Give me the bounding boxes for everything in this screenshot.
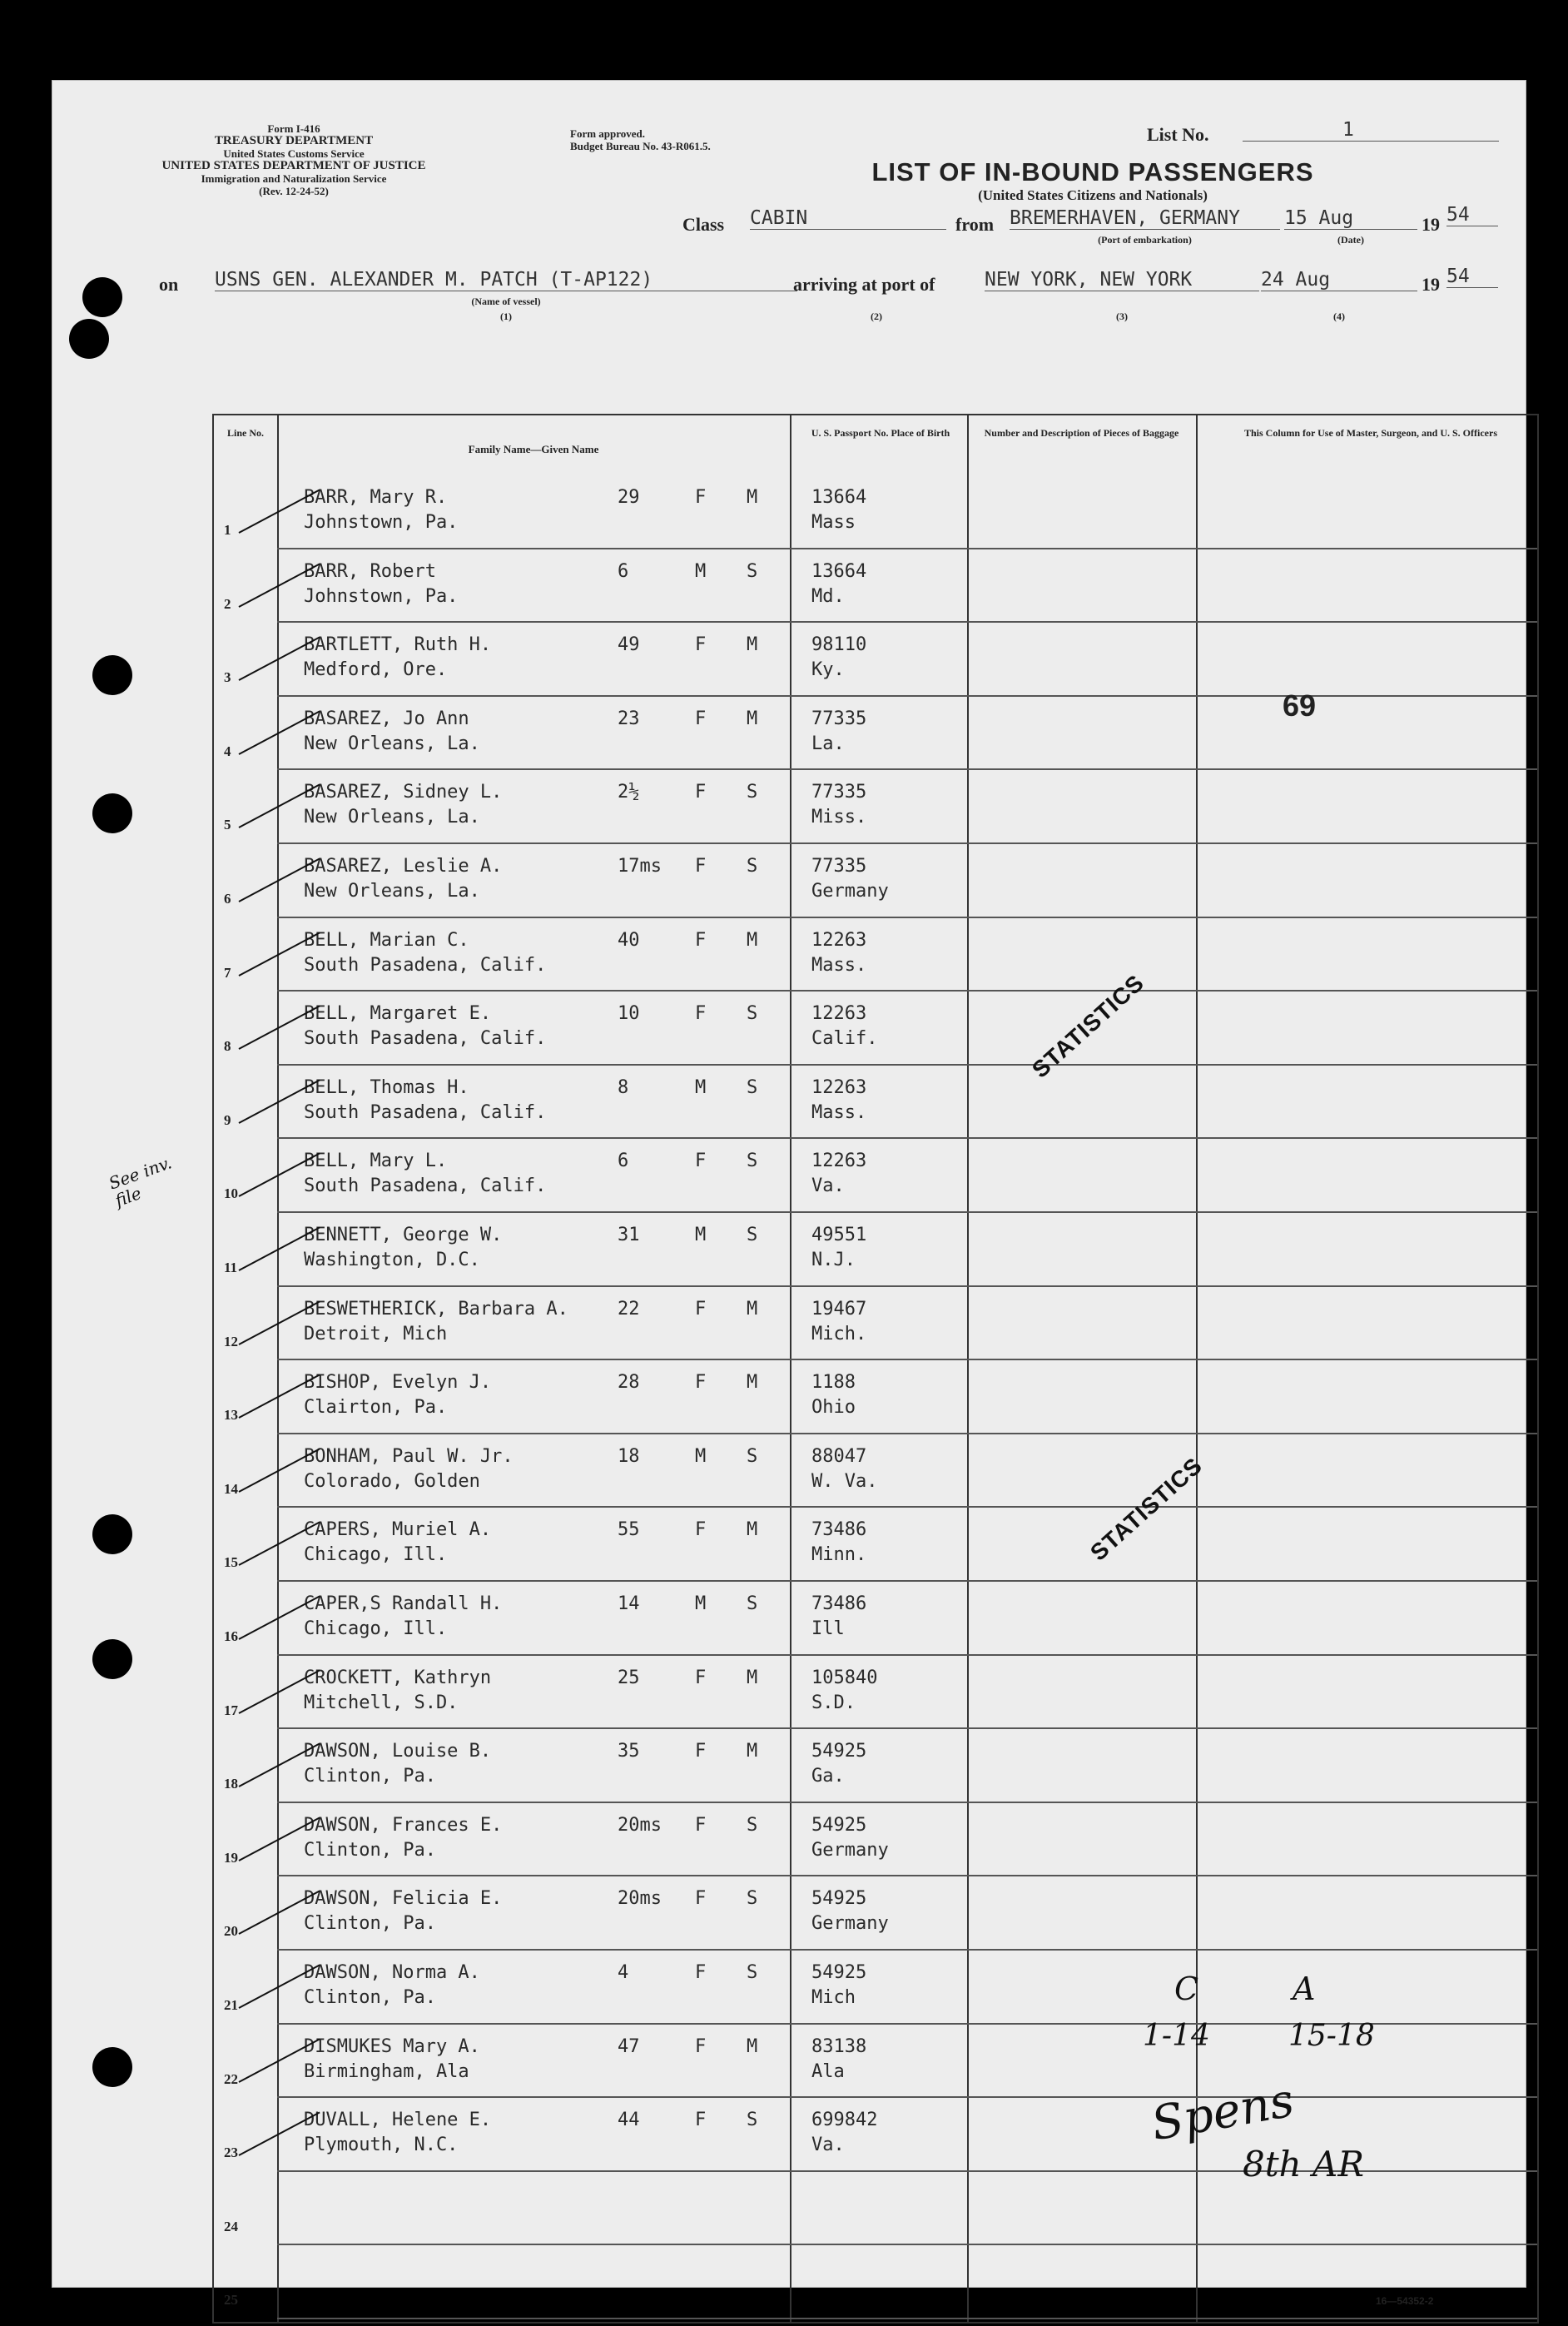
passenger-residence: Clinton, Pa. — [304, 1839, 436, 1861]
passenger-age: 6 — [618, 560, 629, 582]
passenger-age: 20ms — [618, 1888, 662, 1910]
passport-number: 54925 — [811, 1814, 867, 1836]
passenger-name: BARR, Mary R. — [304, 487, 448, 508]
place-of-birth: Germany — [811, 1839, 889, 1861]
passenger-sex: F — [695, 1814, 707, 1836]
passenger-residence: New Orleans, La. — [304, 881, 480, 902]
passenger-marital-status: S — [747, 1445, 758, 1467]
line-number: 1 — [224, 522, 231, 538]
handwritten-69: 69 — [1283, 688, 1317, 723]
table-row — [214, 768, 1537, 842]
handwritten-range-2: 15-18 — [1288, 2019, 1375, 2053]
passenger-age: 23 — [618, 708, 640, 729]
line-number: 3 — [224, 669, 231, 686]
passport-number: 49551 — [811, 1225, 867, 1245]
passenger-age: 2½ — [618, 782, 640, 803]
passenger-name: DAWSON, Frances E. — [304, 1814, 503, 1836]
place-of-birth: Va. — [811, 2135, 845, 2156]
place-of-birth: W. Va. — [811, 1470, 878, 1492]
line-number: 17 — [224, 1702, 238, 1718]
passenger-sex: M — [695, 560, 707, 582]
passenger-name: CAPER,S Randall H. — [304, 1593, 503, 1614]
col-header-name: Family Name—Given Name — [468, 443, 599, 455]
passenger-residence: Chicago, Ill. — [304, 1618, 448, 1639]
ins-label: Immigration and Naturalization Service — [201, 172, 387, 185]
passenger-residence: Birmingham, Ala — [304, 2060, 469, 2082]
passenger-age: 49 — [618, 634, 640, 656]
table-row — [214, 990, 1537, 1064]
passenger-sex: F — [695, 2110, 707, 2131]
table-row — [214, 1359, 1537, 1433]
passenger-age: 55 — [618, 1519, 640, 1541]
place-of-birth: Mich. — [811, 1323, 867, 1344]
passenger-name: BONHAM, Paul W. Jr. — [304, 1445, 514, 1467]
passenger-sex: F — [695, 929, 707, 951]
punch-hole — [69, 319, 109, 359]
punch-hole — [92, 1514, 132, 1554]
punch-hole — [92, 2047, 132, 2087]
place-of-birth: Ill — [811, 1618, 845, 1639]
passenger-marital-status: M — [747, 1298, 758, 1320]
passenger-name: BESWETHERICK, Barbara A. — [304, 1298, 568, 1320]
passport-number: 98110 — [811, 634, 867, 656]
passenger-marital-status: M — [747, 2035, 758, 2057]
passenger-name: BELL, Margaret E. — [304, 1003, 492, 1025]
approved-label: Form approved. — [570, 127, 646, 140]
line-number: 12 — [224, 1333, 238, 1349]
table-row — [214, 1137, 1537, 1211]
line-number: 14 — [224, 1480, 238, 1497]
table-row — [214, 695, 1537, 769]
passenger-sex: M — [695, 1593, 707, 1614]
passport-number: 699842 — [811, 2110, 878, 2131]
from-value: BREMERHAVEN, GERMANY — [1010, 207, 1280, 230]
passenger-residence: Mitchell, S.D. — [304, 1692, 459, 1713]
handwritten-a: A — [1293, 1971, 1316, 2007]
handwritten-range-1: 1-14 — [1143, 2019, 1210, 2053]
passenger-residence: South Pasadena, Calif. — [304, 1101, 547, 1123]
passenger-age: 40 — [618, 929, 640, 951]
passenger-sex: F — [695, 2035, 707, 2057]
page-subtitle: (United States Citizens and Nationals) — [978, 187, 1208, 203]
passenger-name: BENNETT, George W. — [304, 1225, 503, 1245]
line-number: 8 — [224, 1038, 231, 1055]
passenger-age: 28 — [618, 1372, 640, 1394]
passenger-sex: F — [695, 634, 707, 656]
passenger-marital-status: S — [747, 1962, 758, 1983]
table-row — [214, 621, 1537, 695]
passenger-name: BELL, Mary L. — [304, 1151, 448, 1172]
punch-hole — [92, 793, 132, 833]
passport-number: 13664 — [811, 560, 867, 582]
passenger-residence: Colorado, Golden — [304, 1470, 480, 1492]
table-row — [214, 917, 1537, 991]
passenger-name: CAPERS, Muriel A. — [304, 1519, 492, 1541]
place-of-birth: Calif. — [811, 1028, 878, 1050]
passenger-age: 47 — [618, 2035, 640, 2057]
line-number: 2 — [224, 595, 231, 612]
arrival-port: NEW YORK, NEW YORK — [985, 269, 1259, 291]
embark-caption: (Port of embarkation) — [1098, 234, 1192, 246]
passenger-age: 6 — [618, 1151, 629, 1172]
passenger-sex: F — [695, 1888, 707, 1910]
table-row — [214, 1580, 1537, 1654]
passenger-age: 25 — [618, 1667, 640, 1688]
passenger-marital-status: S — [747, 1888, 758, 1910]
form-number: Form I-416 — [267, 122, 320, 135]
place-of-birth: S.D. — [811, 1692, 856, 1713]
passenger-residence: South Pasadena, Calif. — [304, 1175, 547, 1197]
from-label: from — [955, 214, 995, 235]
passenger-age: 17ms — [618, 856, 662, 877]
passenger-sex: F — [695, 1519, 707, 1541]
passport-number: 12263 — [811, 1003, 867, 1025]
passenger-name: BARR, Robert — [304, 560, 436, 582]
place-of-birth: Germany — [811, 881, 889, 902]
table-row — [214, 548, 1537, 622]
list-no-value: 1 — [1342, 119, 1354, 141]
passenger-name: DAWSON, Norma A. — [304, 1962, 480, 1983]
vessel-caption: (Name of vessel) — [471, 296, 541, 307]
line-number: 13 — [224, 1407, 238, 1424]
arrival-year: 54 — [1446, 266, 1498, 288]
passenger-marital-status: M — [747, 1519, 758, 1541]
passport-number: 73486 — [811, 1593, 867, 1614]
table-row — [214, 474, 1537, 548]
passport-number: 77335 — [811, 708, 867, 729]
passenger-age: 20ms — [618, 1814, 662, 1836]
handwritten-signature: Spens — [1147, 2073, 1298, 2152]
passenger-residence: Clinton, Pa. — [304, 1913, 436, 1935]
passenger-name: DUVALL, Helene E. — [304, 2110, 492, 2131]
passenger-name: BARTLETT, Ruth H. — [304, 634, 492, 656]
passenger-name: BASAREZ, Leslie A. — [304, 856, 503, 877]
col-4-number: (4) — [1333, 311, 1345, 322]
passenger-list-form — [52, 80, 1526, 2309]
passport-number: 88047 — [811, 1445, 867, 1467]
line-number: 23 — [224, 2145, 238, 2161]
page-title: LIST OF IN-BOUND PASSENGERS — [871, 157, 1314, 186]
table-row — [214, 2244, 1537, 2318]
passport-number: 12263 — [811, 1151, 867, 1172]
col-header-baggage: Number and Description of Pieces of Baggage — [984, 427, 1179, 439]
passenger-residence: Clinton, Pa. — [304, 1766, 436, 1787]
passport-number: 77335 — [811, 782, 867, 803]
passport-number: 13664 — [811, 487, 867, 508]
passenger-name: DAWSON, Louise B. — [304, 1741, 492, 1762]
table-row — [214, 1875, 1537, 1949]
list-no-label: List No. — [1147, 124, 1209, 145]
passenger-marital-status: S — [747, 1151, 758, 1172]
passenger-marital-status: M — [747, 708, 758, 729]
passport-number: 54925 — [811, 1741, 867, 1762]
passport-number: 19467 — [811, 1298, 867, 1320]
table-row — [214, 1285, 1537, 1359]
place-of-birth: Minn. — [811, 1544, 867, 1566]
line-number: 11 — [224, 1260, 238, 1275]
passenger-age: 31 — [618, 1225, 640, 1245]
class-label: Class — [682, 214, 725, 235]
passenger-marital-status: M — [747, 1741, 758, 1762]
passenger-marital-status: M — [747, 929, 758, 951]
passenger-name: BELL, Thomas H. — [304, 1076, 469, 1098]
place-of-birth: Germany — [811, 1913, 889, 1935]
passenger-age: 22 — [618, 1298, 640, 1320]
passport-number: 12263 — [811, 929, 867, 951]
passenger-sex: F — [695, 856, 707, 877]
passenger-residence: Clinton, Pa. — [304, 1987, 436, 2008]
passenger-name: DISMUKES Mary A. — [304, 2035, 480, 2057]
passenger-name: BASAREZ, Jo Ann — [304, 708, 469, 729]
place-of-birth: La. — [811, 733, 845, 754]
passenger-residence: South Pasadena, Calif. — [304, 1028, 547, 1050]
place-of-birth: Ga. — [811, 1766, 845, 1787]
budget-label: Budget Bureau No. 43-R061.5. — [570, 140, 711, 152]
line-number: 9 — [224, 1111, 231, 1128]
line-number: 16 — [224, 1628, 238, 1644]
passenger-age: 18 — [618, 1445, 640, 1467]
passenger-residence: Chicago, Ill. — [304, 1544, 448, 1566]
place-of-birth: Mass — [811, 512, 856, 533]
col-header-passport: U. S. Passport No. Place of Birth — [811, 427, 950, 439]
table-row — [214, 1727, 1537, 1802]
passenger-residence: Medford, Ore. — [304, 659, 448, 681]
year-prefix-2: 19 — [1422, 274, 1440, 295]
passenger-residence: Washington, D.C. — [304, 1250, 480, 1270]
date-caption: (Date) — [1337, 234, 1364, 246]
passenger-marital-status: S — [747, 560, 758, 582]
col-1-number: (1) — [500, 311, 512, 322]
passenger-sex: M — [695, 1076, 707, 1098]
passenger-sex: F — [695, 1003, 707, 1025]
passenger-marital-status: S — [747, 856, 758, 877]
place-of-birth: Mich — [811, 1987, 856, 2008]
line-number: 6 — [224, 891, 231, 907]
punch-hole — [92, 1639, 132, 1679]
passenger-marital-status: M — [747, 1372, 758, 1394]
col-header-line: Line No. — [226, 427, 264, 439]
place-of-birth: Miss. — [811, 807, 867, 828]
place-of-birth: Ky. — [811, 659, 845, 681]
passenger-residence: South Pasadena, Calif. — [304, 954, 547, 976]
line-number: 19 — [224, 1849, 238, 1866]
passenger-marital-status: S — [747, 1593, 758, 1614]
line-number: 15 — [224, 1554, 238, 1571]
place-of-birth: Va. — [811, 1175, 845, 1197]
place-of-birth: N.J. — [811, 1250, 856, 1270]
line-number: 22 — [224, 2070, 238, 2087]
passenger-marital-status: M — [747, 1667, 758, 1688]
passenger-residence: Plymouth, N.C. — [304, 2135, 459, 2156]
passenger-residence: Johnstown, Pa. — [304, 585, 459, 607]
passenger-age: 44 — [618, 2110, 640, 2131]
place-of-birth: Md. — [811, 585, 845, 607]
line-number: 5 — [224, 817, 231, 833]
passenger-sex: F — [695, 1298, 707, 1320]
line-number: 20 — [224, 1923, 238, 1940]
line-number: 10 — [224, 1185, 238, 1202]
line-number: 7 — [224, 964, 231, 981]
passenger-residence: New Orleans, La. — [304, 733, 480, 754]
passenger-residence: Johnstown, Pa. — [304, 512, 459, 533]
passenger-marital-status: S — [747, 1225, 758, 1245]
table-row — [214, 1433, 1537, 1507]
passenger-sex: M — [695, 1225, 707, 1245]
passenger-sex: F — [695, 1962, 707, 1983]
col-header-officers: This Column for Use of Master, Surgeon, and U. S. Officers — [1243, 427, 1497, 439]
passenger-age: 29 — [618, 487, 640, 508]
passenger-marital-status: M — [747, 487, 758, 508]
arriving-label: arriving at port of — [793, 274, 935, 295]
passenger-name: BELL, Marian C. — [304, 929, 469, 951]
place-of-birth: Mass. — [811, 1101, 867, 1123]
passenger-sex: F — [695, 1667, 707, 1688]
passenger-age: 10 — [618, 1003, 640, 1025]
passport-number: 12263 — [811, 1076, 867, 1098]
place-of-birth: Ala — [811, 2060, 845, 2082]
customs-label: United States Customs Service — [223, 147, 365, 160]
table-row — [214, 1654, 1537, 1728]
passport-number: 77335 — [811, 856, 867, 877]
passenger-name: CROCKETT, Kathryn — [304, 1667, 492, 1688]
treasury-label: TREASURY DEPARTMENT — [214, 134, 374, 147]
handwritten-initials: 8th AR — [1243, 2144, 1364, 2184]
table-row — [214, 1949, 1537, 2023]
passenger-sex: F — [695, 782, 707, 803]
vessel-name: USNS GEN. ALEXANDER M. PATCH (T-AP122) — [215, 269, 797, 291]
statistics-stamp: STATISTICS — [1085, 1452, 1208, 1566]
departure-year: 54 — [1446, 204, 1498, 226]
passenger-name: BISHOP, Evelyn J. — [304, 1372, 492, 1394]
passenger-age: 4 — [618, 1962, 629, 1983]
punch-hole — [92, 655, 132, 695]
handwritten-c: C — [1174, 1971, 1199, 2007]
justice-label: UNITED STATES DEPARTMENT OF JUSTICE — [161, 159, 426, 172]
passenger-name: DAWSON, Felicia E. — [304, 1888, 503, 1910]
passenger-sex: M — [695, 1445, 707, 1467]
table-row — [214, 1211, 1537, 1285]
passenger-age: 35 — [618, 1741, 640, 1762]
passenger-sex: F — [695, 1372, 707, 1394]
line-number: 24 — [224, 2218, 238, 2234]
on-label: on — [159, 274, 179, 295]
passport-number: 105840 — [811, 1667, 878, 1688]
col-3-number: (3) — [1116, 311, 1128, 322]
line-number: 4 — [224, 743, 231, 759]
passenger-marital-status: S — [747, 1814, 758, 1836]
passenger-marital-status: S — [747, 1003, 758, 1025]
passenger-residence: Clairton, Pa. — [304, 1397, 448, 1419]
passenger-age: 14 — [618, 1593, 640, 1614]
passenger-name: BASAREZ, Sidney L. — [304, 782, 503, 803]
passport-number: 83138 — [811, 2035, 867, 2057]
passport-number: 54925 — [811, 1962, 867, 1983]
year-prefix: 19 — [1422, 214, 1440, 235]
margin-note: See inv. file — [106, 1152, 175, 1211]
arrival-date: 24 Aug — [1261, 269, 1417, 291]
passenger-sex: F — [695, 1151, 707, 1172]
table-row — [214, 1802, 1537, 1876]
revision-label: (Rev. 12-24-52) — [259, 185, 329, 197]
line-number: 25 — [224, 2292, 238, 2309]
passenger-marital-status: S — [747, 782, 758, 803]
table-row — [214, 1064, 1537, 1138]
statistics-stamp: STATISTICS — [1027, 969, 1149, 1083]
passenger-marital-status: S — [747, 1076, 758, 1098]
line-number: 18 — [224, 1776, 238, 1792]
passenger-residence: Detroit, Mich — [304, 1323, 448, 1344]
table-row — [214, 842, 1537, 917]
place-of-birth: Mass. — [811, 954, 867, 976]
passport-number: 54925 — [811, 1888, 867, 1910]
passenger-sex: F — [695, 708, 707, 729]
passenger-age: 8 — [618, 1076, 629, 1098]
passenger-sex: F — [695, 1741, 707, 1762]
class-value: CABIN — [750, 207, 946, 230]
line-number: 21 — [224, 1997, 238, 2013]
col-2-number: (2) — [871, 311, 882, 322]
passenger-marital-status: M — [747, 634, 758, 656]
punch-hole — [82, 277, 122, 317]
passenger-sex: F — [695, 487, 707, 508]
passport-number: 73486 — [811, 1519, 867, 1541]
table-row — [214, 1506, 1537, 1580]
passenger-marital-status: S — [747, 2110, 758, 2131]
place-of-birth: Ohio — [811, 1397, 856, 1419]
form-footer: 16—54352-2 — [1376, 2295, 1434, 2307]
departure-date: 15 Aug — [1284, 207, 1417, 230]
passenger-residence: New Orleans, La. — [304, 807, 480, 828]
passport-number: 1188 — [811, 1372, 856, 1394]
row-divider — [277, 2318, 1537, 2319]
